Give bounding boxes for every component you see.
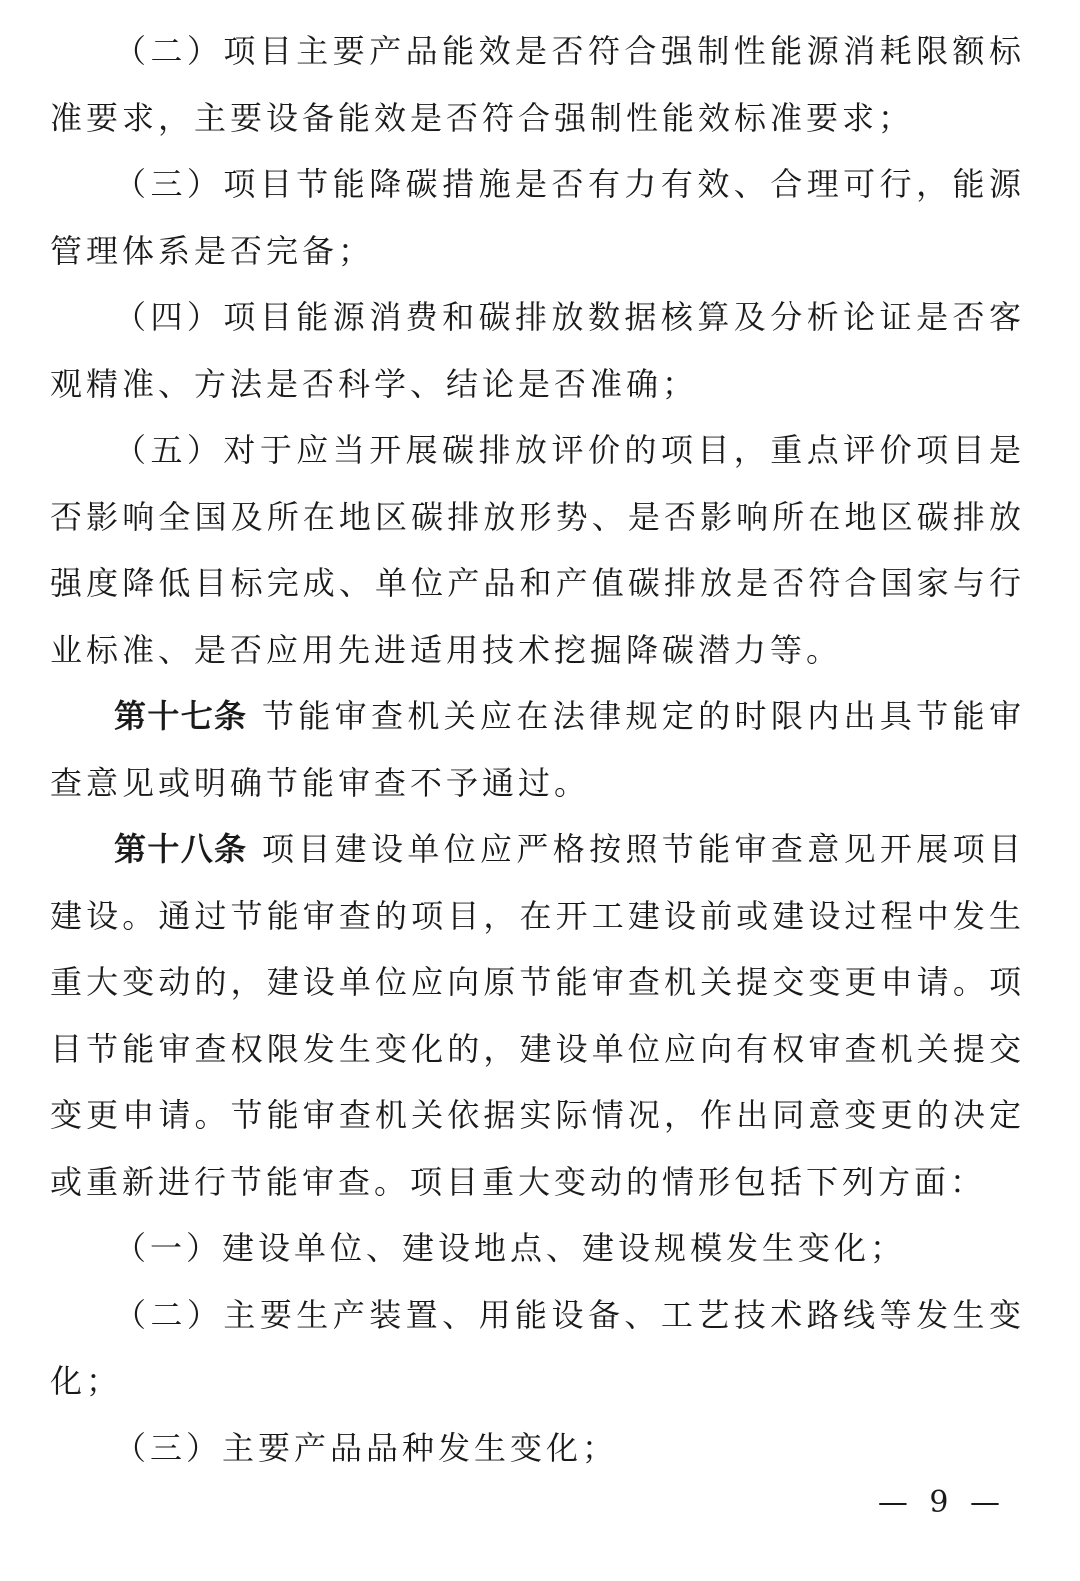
- paragraph-1: [50, 18, 1025, 151]
- paragraph-8-text: （二）主要生产装置、用能设备、工艺技术路线等发生变化；: [50, 1295, 1025, 1400]
- paragraph-9-text: （三）主要产品品种发生变化；: [114, 1428, 619, 1467]
- article-18-text: 项目建设单位应严格按照节能审查意见开展项目建设。通过节能审查的项目，在开工建设前或建设过程中发生重大变动的，建设单位应向原节能审查机关提交变更申请。项目节能审查权限发生变化的，建设单位应向有权审查机关提交变更申请。节能审查机关依据实际情况，作出同意变更的决定或重新进行节能审查。项目重大变动的情形包括下列方面：: [50, 830, 1025, 1201]
- paragraph-2-text: （三）项目节能降碳措施是否有力有效、合理可行，能源管理体系是否完备；: [50, 165, 1025, 270]
- paragraph-4-text: （五）对于应当开展碳排放评价的项目，重点评价项目是否影响全国及所在地区碳排放形势、是否影响所在地区碳排放强度降低目标完成、单位产品和产值碳排放是否符合国家与行业标准、是否应用先进适用技术挖掘降碳潜力等。: [50, 431, 1025, 669]
- article-17-heading: 第十七条: [114, 697, 248, 735]
- page-number: — 9 —: [877, 1485, 1006, 1520]
- paragraph-8: [50, 1282, 1025, 1415]
- article-17: [50, 683, 1025, 816]
- paragraph-9: [50, 1415, 1025, 1482]
- paragraph-4: [50, 417, 1025, 683]
- article-17-text: 节能审查机关应在法律规定的时限内出具节能审查意见或明确节能审查不予通过。: [50, 697, 1025, 802]
- paragraph-3: [50, 284, 1025, 417]
- document-body: [50, 18, 1025, 1481]
- paragraph-7: [50, 1215, 1025, 1282]
- article-18-heading: 第十八条: [114, 830, 248, 868]
- paragraph-2: [50, 151, 1025, 284]
- paragraph-7-text: （一）建设单位、建设地点、建设规模发生变化；: [114, 1229, 907, 1267]
- article-18: [50, 816, 1025, 1215]
- paragraph-3-text: （四）项目能源消费和碳排放数据核算及分析论证是否客观精准、方法是否科学、结论是否准确；: [50, 298, 1025, 403]
- paragraph-1-text: （二）项目主要产品能效是否符合强制性能源消耗限额标准要求，主要设备能效是否符合强制性能效标准要求；: [50, 32, 1025, 137]
